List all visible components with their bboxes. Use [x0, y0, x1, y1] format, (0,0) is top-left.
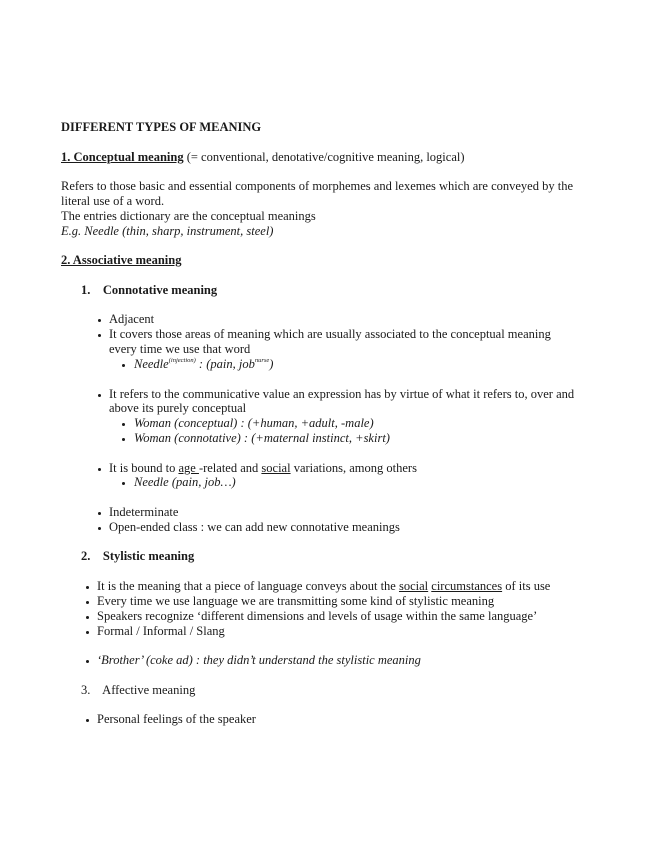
list-item: Formal / Informal / Slang — [97, 624, 225, 638]
underlined-term: age — [178, 461, 199, 475]
list-item: Every time we use language we are transmitting some kind of stylistic meaning — [97, 594, 495, 608]
list-item: Speakers recognize ‘different dimensions and levels of usage within the same language’ — [97, 609, 538, 623]
list-item-continued: above its purely conceptual — [109, 401, 247, 415]
example-line: E.g. Needle (thin, sharp, instrument, steel) — [61, 224, 274, 238]
underlined-term: circumstances — [431, 579, 503, 593]
example-word: Needle — [134, 357, 169, 371]
list-item: Personal feelings of the speaker — [97, 712, 256, 726]
bullet-icon — [86, 719, 89, 722]
example-text: : (pain, job — [195, 357, 255, 371]
section-heading-conceptual — [61, 150, 465, 165]
bullet-icon — [122, 482, 125, 485]
example-text: ) — [269, 357, 274, 371]
list-item: Open-ended class : we can add new connotative meanings — [109, 520, 400, 534]
list-item: It refers to the communicative value an expression has by virtue of what it refers to, over and — [109, 387, 575, 401]
section-heading-note: (= conventional, denotative/cognitive meaning, logical) — [183, 150, 465, 164]
document-title: DIFFERENT TYPES OF MEANING — [61, 120, 262, 134]
underlined-term: social — [398, 579, 429, 593]
list-item — [109, 461, 417, 476]
list-item: It covers those areas of meaning which are usually associated to the conceptual meaning — [109, 327, 551, 341]
sub-list-item: Woman (connotative) : (+maternal instinct, +skirt) — [134, 431, 390, 445]
list-item: Indeterminate — [109, 505, 179, 519]
text-span: of its use — [502, 579, 551, 593]
bullet-icon — [86, 586, 89, 589]
bullet-icon — [86, 631, 89, 634]
bullet-icon — [122, 438, 125, 441]
text-span: It is the meaning that a piece of language conveys about the — [97, 579, 399, 593]
sub-list-item — [134, 357, 273, 372]
section-heading-associative: 2. Associative meaning — [61, 253, 182, 267]
underlined-term: social — [261, 461, 291, 475]
bullet-icon — [98, 527, 101, 530]
subsection-heading-connotative: 1. Connotative meaning — [81, 283, 218, 297]
section-heading-label: 1. Conceptual meaning — [61, 150, 184, 164]
bullet-icon — [98, 394, 101, 397]
bullet-icon — [98, 319, 101, 322]
superscript-note: nurse — [254, 357, 270, 364]
bullet-icon — [86, 601, 89, 604]
bullet-icon — [98, 334, 101, 337]
subsection-heading-stylistic: 2. Stylistic meaning — [81, 549, 195, 563]
bullet-icon — [98, 468, 101, 471]
list-item: Adjacent — [109, 312, 155, 326]
bullet-icon — [86, 660, 89, 663]
sub-list-item: Needle (pain, job…) — [134, 475, 236, 489]
text-span: It is bound to — [109, 461, 179, 475]
list-item-continued: every time we use that word — [109, 342, 251, 356]
superscript-note: (injection) — [168, 357, 196, 364]
bullet-icon — [98, 512, 101, 515]
bullet-icon — [122, 423, 125, 426]
text-span: -related and — [198, 461, 262, 475]
list-item — [97, 579, 550, 594]
sub-list-item: Woman (conceptual) : (+human, +adult, -male) — [134, 416, 374, 430]
paragraph-line: The entries dictionary are the conceptual meanings — [61, 209, 316, 223]
subsection-heading-affective: 3. Affective meaning — [81, 683, 196, 697]
bullet-icon — [86, 616, 89, 619]
list-item: ‘Brother’ (coke ad) : they didn’t understand the stylistic meaning — [97, 653, 421, 667]
bullet-icon — [122, 364, 125, 367]
paragraph-line: Refers to those basic and essential components of morphemes and lexemes which are conveyed by the — [61, 179, 573, 193]
paragraph-line: literal use of a word. — [61, 194, 165, 208]
text-span: variations, among others — [290, 461, 417, 475]
